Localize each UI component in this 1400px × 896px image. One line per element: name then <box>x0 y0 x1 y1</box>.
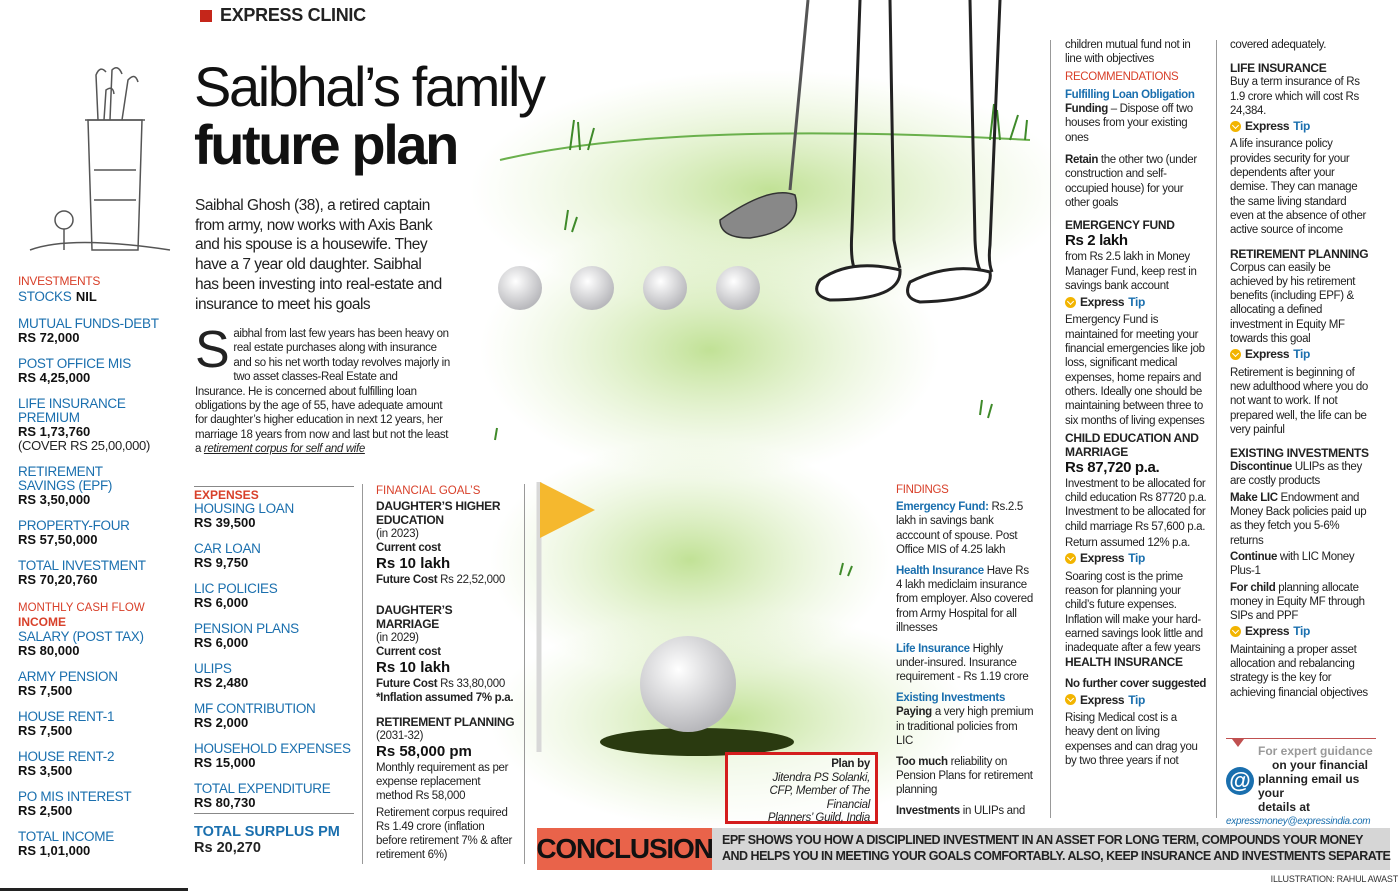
conclusion-line: AND HELPS YOU IN MEETING YOUR GOALS COMFORTABLY. ALSO, KEEP INSURANCE AND INVESTMENTS SEPARATE <box>722 849 1391 863</box>
title-line-2: future plan <box>194 113 457 176</box>
column-divider <box>1050 40 1051 818</box>
rec-text: Funding – Dispose off two houses from your existing ones <box>1065 103 1193 144</box>
section-heading: HEALTH INSURANCE <box>1065 655 1183 670</box>
goal-year: (in 2023) <box>376 528 419 540</box>
planner-org: Planners’ Guild, India <box>767 812 870 824</box>
red-square-icon <box>200 10 212 22</box>
expense-item: CAR LOAN RS 9,750 <box>194 541 261 570</box>
continued-text: children mutual fund not in line with objectives <box>1065 39 1191 66</box>
express-tip: Express Tip <box>1230 624 1370 638</box>
contact-box <box>1226 738 1376 828</box>
finding-item: Health Insurance Have Rs 4 lakh mediclaim insurance from employer. Also covered from Army Hospital for all illnesses <box>896 564 1033 635</box>
goal-title: DAUGHTER’S HIGHER <box>376 499 501 513</box>
dropcap: S <box>195 321 230 379</box>
section-label: EXPRESS CLINIC <box>220 5 366 25</box>
income-item: HOUSE RENT-1 RS 7,500 <box>18 709 115 738</box>
check-icon <box>1065 297 1076 308</box>
expense-item: HOUSING LOAN RS 39,500 <box>194 501 294 530</box>
bottom-rule <box>0 888 188 891</box>
goal-note: Retirement corpus required Rs 1.49 crore (inflation before retirement 7% & after retirement 6%) <box>376 807 513 861</box>
section-heading: RETIREMENT PLANNING <box>1230 246 1369 261</box>
goal-title: EDUCATION <box>376 513 444 527</box>
expense-item: ULIPS RS 2,480 <box>194 661 249 690</box>
continued-text: covered adequately. <box>1230 39 1327 51</box>
section-heading: EMERGENCY FUND <box>1065 218 1175 233</box>
goal-title: RETIREMENT PLANNING <box>376 715 515 729</box>
check-icon <box>1065 694 1076 705</box>
section-text: Discontinue ULIPs as they are costly products <box>1230 461 1362 488</box>
expense-item: MF CONTRIBUTION RS 2,000 <box>194 701 316 730</box>
story-text <box>195 321 450 457</box>
conclusion-bar <box>537 828 1390 870</box>
contact-line: details at <box>1258 800 1311 814</box>
plan-by-label: Plan by <box>831 758 870 770</box>
section-text: from Rs 2.5 lakh in Money Manager Fund, keep rest in savings bank account <box>1065 251 1197 292</box>
section-heading: CHILD EDUCATION AND MARRIAGE <box>1065 430 1199 459</box>
finding-item: Existing Investments Paying a very high premium in traditional policies from LIC <box>896 691 1034 748</box>
check-icon <box>1230 626 1241 637</box>
investment-item: RETIREMENT SAVINGS (EPF) RS 3,50,000 <box>18 464 113 507</box>
tip-text: Soaring cost is the prime reason for planning your child’s future expenses. Inflation will make your hard-earned savings look little and inadequate after a few years <box>1065 570 1203 655</box>
expense-item: PENSION PLANS RS 6,000 <box>194 621 299 650</box>
planner-credential: CFP, Member of The Financial <box>769 785 870 811</box>
recommendations-heading: RECOMMENDATIONS <box>1065 70 1179 83</box>
stocks-value: NIL <box>75 289 97 304</box>
section-text: For child planning allocate money in Equity MF through SIPs and PPF <box>1230 581 1365 623</box>
investments-column <box>18 274 188 599</box>
at-sign-icon: @ <box>1226 767 1254 795</box>
contact-line: on your financial <box>1272 758 1369 772</box>
check-icon <box>1230 349 1241 360</box>
goals-heading: FINANCIAL GOAL’S <box>376 485 481 497</box>
section-text: Return assumed 12% p.a. <box>1065 537 1190 550</box>
goal-note: Monthly requirement as per expense replacement method Rs 58,000 <box>376 762 509 802</box>
section-text: Investment to be allocated for child education Rs 87720 p.a. Investment to be allocated for child marriage Rs 57,600 p.a. <box>1065 477 1207 533</box>
stocks-label: STOCKS <box>18 289 72 304</box>
findings-heading: FINDINGS <box>896 484 949 496</box>
goal-future-cost: Future Cost Rs 22,52,000 <box>376 574 505 586</box>
planner-name: Jitendra PS Solanki, <box>772 771 870 784</box>
contact-line: planning email us your <box>1258 772 1360 800</box>
intro-text: Saibhal Ghosh (38), a retired captain from army, now works with Axis Bank and his spouse is a housewife. They have a 7 year old daughter. Saibhal has been investing into real-estate and insurance to meet his goals <box>195 197 442 313</box>
section-text: Corpus can easily be achieved by his retirement benefits (including EPF) & allocating a defined investment in Equity MF towards this goal <box>1230 261 1356 346</box>
finding-item: Too much reliability on Pension Plans for retirement planning <box>896 755 1033 797</box>
investment-item: PROPERTY-FOUR RS 57,50,000 <box>18 518 130 547</box>
goal-future-cost: Future Cost Rs 33,80,000 <box>376 678 505 690</box>
section-text: No further cover suggested <box>1065 678 1207 691</box>
check-icon <box>1230 121 1241 132</box>
expenses-column <box>194 486 354 857</box>
section-heading: EXISTING INVESTMENTS <box>1230 446 1369 461</box>
section-amount: Rs 2 lakh <box>1065 232 1128 250</box>
goal-title: DAUGHTER’S MARRIAGE <box>376 603 453 631</box>
rec-text: Retain the other two (under construction and self-occupied house) for your other goals <box>1065 154 1197 209</box>
column-divider <box>362 484 363 864</box>
illustration-credit: ILLUSTRATION: RAHUL AWAST <box>1270 874 1398 884</box>
finding-item: Life Insurance Highly under-insured. Insurance requirement - Rs 1.19 crore <box>896 642 1029 684</box>
story-body: aibhal from last few years has been heavy on real estate purchases along with insurance and so his net worth today revolves majorly in two asset classes-Real Estate and Insurance. He is concerned about fulfilling loan obligations by the age of 55, have adequate amount for daughter’s higher education in next 12 years, her marriage 18 years from now and last but not the least a <box>195 328 450 456</box>
golf-bag-illustration <box>10 60 180 265</box>
goal-amount: Rs 10 lakh <box>376 555 451 572</box>
express-tip: Express Tip <box>1230 347 1370 361</box>
section-heading: LIFE INSURANCE <box>1230 61 1327 76</box>
goal-current-cost-label: Current cost <box>376 646 441 658</box>
conclusion-line: EPF SHOWS YOU HOW A DISCIPLINED INVESTMENT IN AN ASSET FOR LONG TERM, COMPOUNDS YOUR MONEY <box>722 833 1363 847</box>
goal-amount: Rs 10 lakh <box>376 659 451 676</box>
goal-year: (in 2029) <box>376 632 419 644</box>
surplus-value: Rs 20,270 <box>194 840 261 856</box>
title-line-1: Saibhal’s family <box>194 55 544 118</box>
section-header <box>200 5 366 26</box>
investment-item: MUTUAL FUNDS-DEBT RS 72,000 <box>18 316 159 345</box>
rec-subheading: Fulfilling Loan Obligation <box>1065 88 1195 101</box>
contact-email[interactable]: expressmoney@expressindia.com <box>1226 816 1371 827</box>
section-text: Buy a term insurance of Rs 1.9 crore which will cost Rs 24,384. <box>1230 76 1360 117</box>
advice-column <box>1230 38 1370 705</box>
recommendations-column <box>1065 38 1208 773</box>
income-heading: INCOME <box>18 615 66 629</box>
express-tip: Express Tip <box>1065 551 1208 565</box>
finding-item: Emergency Fund: Rs.2.5 lakh in savings bank acccount of spouse. Post Office MIS of 4.25 lakh <box>896 501 1023 557</box>
investments-heading: INVESTMENTS <box>18 274 101 288</box>
section-text: Make LIC Endowment and Money Back policies paid up as they fetch you 5-6% returns <box>1230 491 1367 547</box>
tip-text: Emergency Fund is maintained for meeting your financial emergencies like job loss, significant medical expenses, home repairs and others. Ideally one should be maintaining between three to six months of living expenses <box>1065 314 1205 427</box>
goals-column <box>376 484 516 862</box>
expense-item: TOTAL EXPENDITURE RS 80,730 <box>194 782 354 814</box>
check-icon <box>1065 553 1076 564</box>
income-item: TOTAL INCOME RS 1,01,000 <box>18 829 114 858</box>
express-tip: Express Tip <box>1065 693 1208 707</box>
surplus-label: TOTAL SURPLUS PM <box>194 824 340 840</box>
tip-text: A life insurance policy provides security for your dependents after your demise. They can manage the same living standard even at the absence of other active source of income <box>1230 138 1366 237</box>
express-tip: Express Tip <box>1065 295 1208 309</box>
expense-item: HOUSEHOLD EXPENSES RS 15,000 <box>194 741 351 770</box>
income-item: PO MIS INTEREST RS 2,500 <box>18 789 132 818</box>
goal-year: (2031-32) <box>376 730 424 742</box>
cashflow-column <box>18 602 188 858</box>
expense-item: LIC POLICIES RS 6,000 <box>194 581 278 610</box>
cashflow-heading: MONTHLY CASH FLOW <box>18 602 145 614</box>
tip-text: Maintaining a proper asset allocation and rebalancing strategy is the key for achieving financial objectives <box>1230 643 1368 699</box>
conclusion-label-box <box>537 828 712 870</box>
column-divider <box>524 484 525 864</box>
income-item: HOUSE RENT-2 RS 3,500 <box>18 749 115 778</box>
goal-inflation: *Inflation assumed 7% p.a. <box>376 692 514 704</box>
contact-heading: For expert guidance <box>1258 744 1373 758</box>
triangle-marker-icon <box>1232 739 1244 747</box>
page-title <box>194 55 544 176</box>
section-amount: Rs 87,720 p.a. <box>1065 458 1160 476</box>
findings-column <box>896 483 1036 823</box>
investment-item: TOTAL INVESTMENT RS 70,20,760 <box>18 558 146 587</box>
expenses-heading: EXPENSES <box>194 486 354 502</box>
goal-current-cost-label: Current cost <box>376 542 441 554</box>
income-item: SALARY (POST TAX) RS 80,000 <box>18 629 144 658</box>
tip-text: Rising Medical cost is a heavy dent on living expenses and can drag you by two three years if not <box>1065 711 1198 767</box>
finding-item: Investments in ULIPs and <box>896 804 1025 817</box>
investment-item: POST OFFICE MIS RS 4,25,000 <box>18 356 132 385</box>
conclusion-text <box>712 828 1390 870</box>
conclusion-label: CONCLUSION <box>536 833 713 864</box>
tip-text: Retirement is beginning of new adulthood where you do not want to work. If not prepared well, the life can be very painful <box>1230 366 1368 436</box>
investment-item: LIFE INSURANCE PREMIUM RS 1,73,760 (COVER RS 25,00,000) <box>18 396 151 453</box>
income-item: ARMY PENSION RS 7,500 <box>18 669 118 698</box>
section-text: Continue with LIC Money Plus-1 <box>1230 550 1355 578</box>
goal-amount: Rs 58,000 pm <box>376 743 472 760</box>
column-divider <box>1216 40 1217 818</box>
plan-by-box <box>725 752 878 824</box>
story-tail: retirement corpus for self and wife <box>203 443 365 456</box>
express-tip: Express Tip <box>1230 119 1370 133</box>
